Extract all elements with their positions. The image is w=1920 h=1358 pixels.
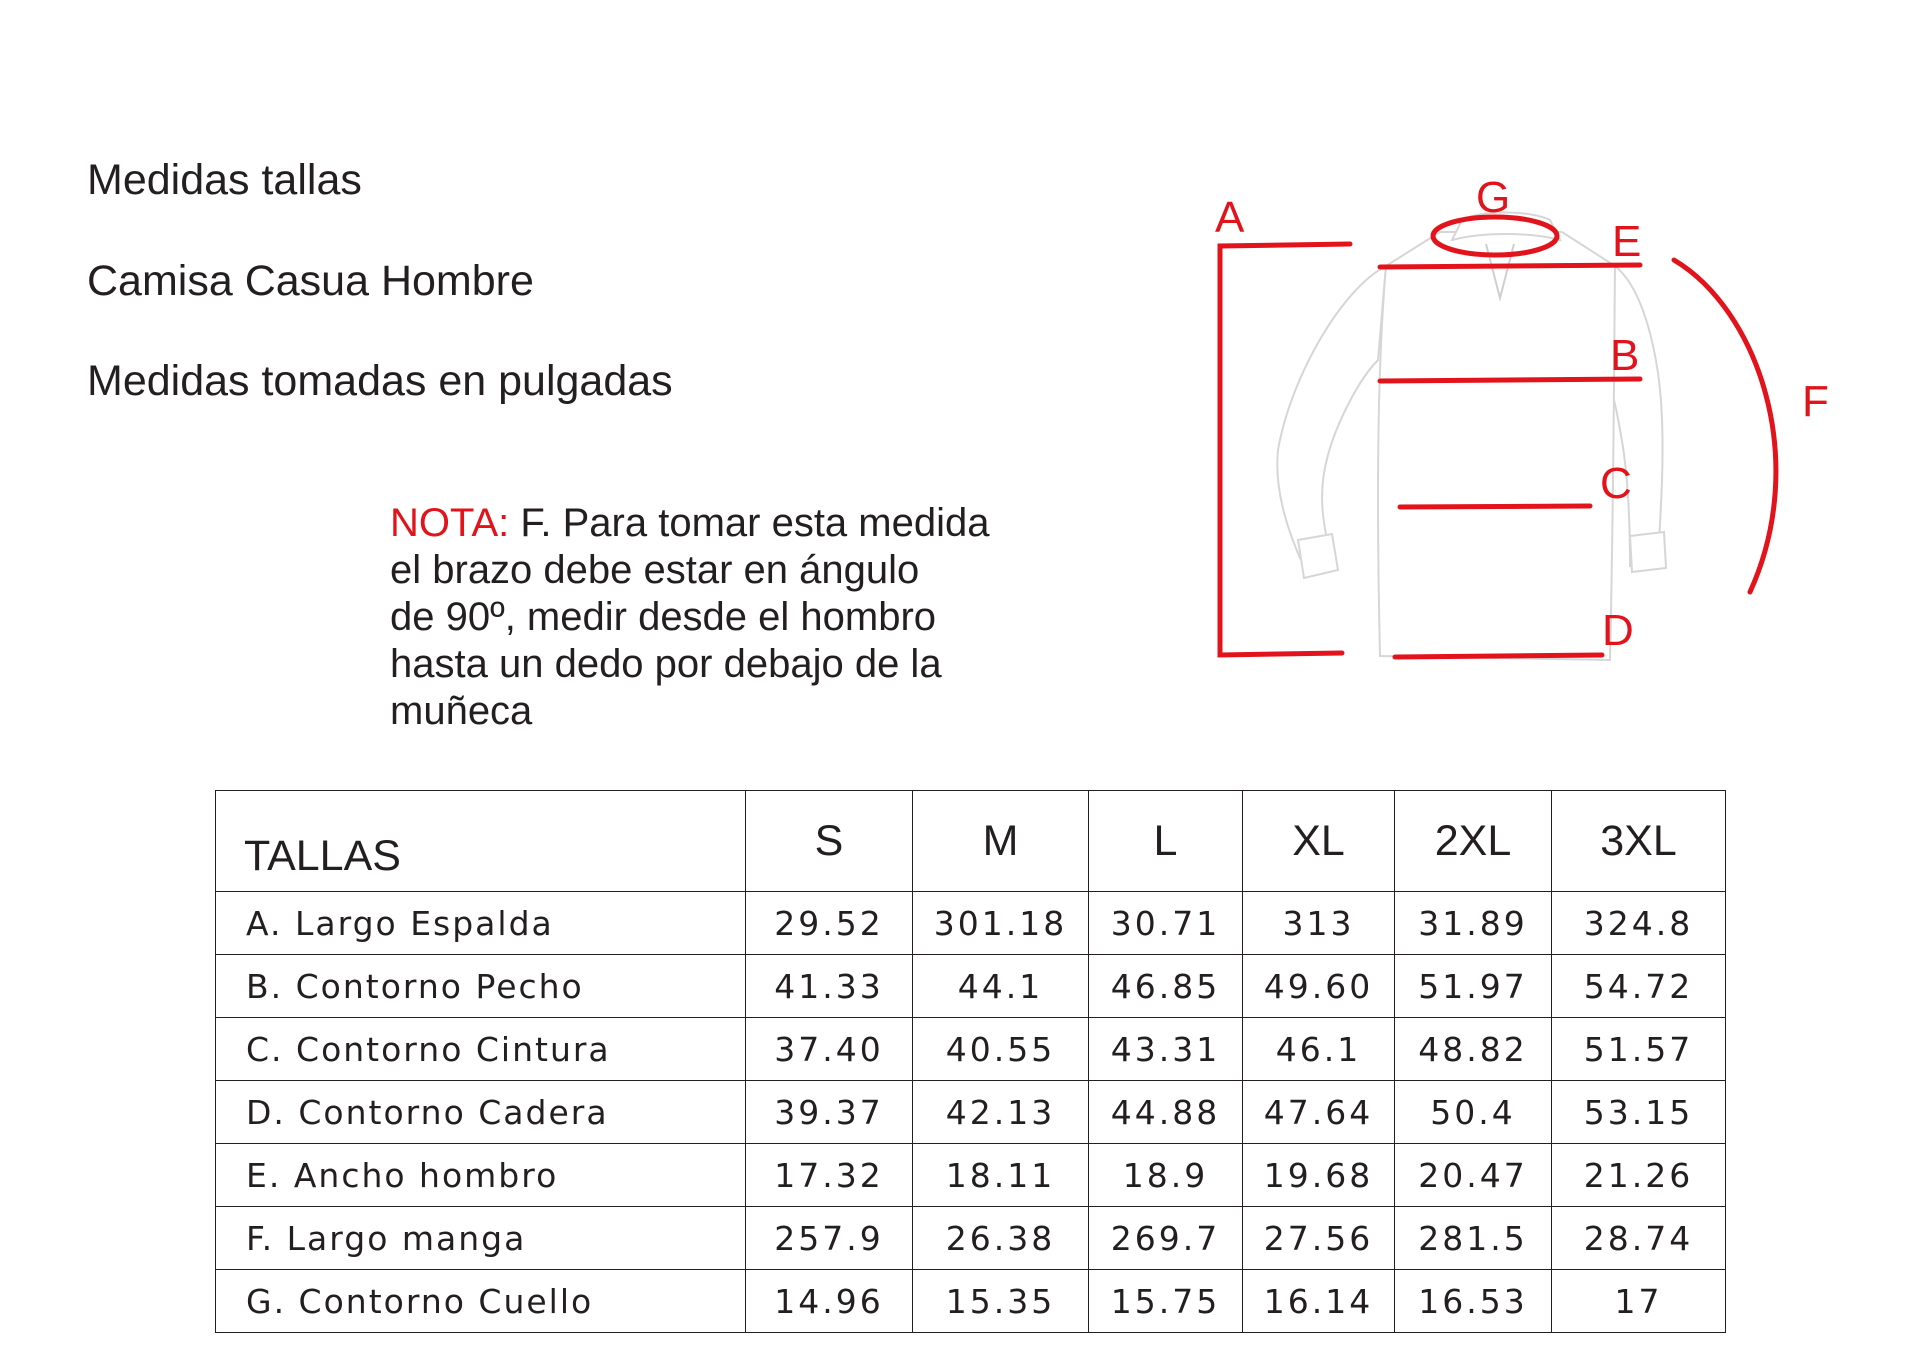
table-cell: 14.96	[746, 1270, 913, 1333]
table-cell: 324.8	[1552, 892, 1726, 955]
table-cell: 37.40	[746, 1018, 913, 1081]
measure-d-line	[1395, 655, 1602, 657]
table-row	[216, 1144, 1726, 1207]
label-f: F	[1802, 377, 1829, 426]
table-cell: 257.9	[746, 1207, 913, 1270]
table-row	[216, 1018, 1726, 1081]
table-cell: 301.18	[913, 892, 1089, 955]
row-label: G. Contorno Cuello	[216, 1270, 746, 1333]
table-header-row	[216, 791, 1726, 892]
left-cuff	[1298, 534, 1338, 578]
table-cell: 21.26	[1552, 1144, 1726, 1207]
label-d: D	[1602, 606, 1634, 655]
table-row	[216, 1081, 1726, 1144]
column-header-size: M	[913, 791, 1089, 892]
label-b: B	[1610, 331, 1640, 380]
label-e: E	[1612, 217, 1642, 266]
units-note: Medidas tomadas en pulgadas	[87, 357, 673, 405]
table-cell: 48.82	[1395, 1018, 1552, 1081]
shirt-illustration	[1277, 213, 1666, 661]
column-header-size: L	[1089, 791, 1243, 892]
table-cell: 54.72	[1552, 955, 1726, 1018]
shirt-measurement-diagram	[1190, 160, 1850, 680]
table-cell: 40.55	[913, 1018, 1089, 1081]
column-header-size: S	[746, 791, 913, 892]
measure-e-line	[1380, 265, 1640, 267]
column-header-size: 3XL	[1552, 791, 1726, 892]
table-cell: 15.35	[913, 1270, 1089, 1333]
note-label: NOTA:	[390, 501, 510, 545]
note-line-4: hasta un dedo por debajo de la	[390, 642, 942, 686]
row-label: E. Ancho hombro	[216, 1144, 746, 1207]
row-label: B. Contorno Pecho	[216, 955, 746, 1018]
column-header-size: 2XL	[1395, 791, 1552, 892]
table-cell: 44.88	[1089, 1081, 1243, 1144]
column-header-tallas: TALLAS	[216, 791, 746, 892]
table-cell: 53.15	[1552, 1081, 1726, 1144]
row-label: D. Contorno Cadera	[216, 1081, 746, 1144]
table-cell: 313	[1243, 892, 1395, 955]
label-a: A	[1215, 193, 1245, 242]
label-c: C	[1600, 459, 1632, 508]
table-cell: 17	[1552, 1270, 1726, 1333]
table-cell: 18.9	[1089, 1144, 1243, 1207]
table-cell: 31.89	[1395, 892, 1552, 955]
page-title: Medidas tallas	[87, 156, 362, 204]
shirt-body	[1378, 232, 1615, 660]
table-cell: 19.68	[1243, 1144, 1395, 1207]
table-cell: 44.1	[913, 955, 1089, 1018]
table-cell: 281.5	[1395, 1207, 1552, 1270]
table-cell: 50.4	[1395, 1081, 1552, 1144]
table-cell: 43.31	[1089, 1018, 1243, 1081]
table-cell: 49.60	[1243, 955, 1395, 1018]
size-chart-table	[215, 790, 1726, 1333]
measure-b-line	[1380, 379, 1640, 381]
left-sleeve	[1277, 266, 1386, 558]
table-cell: 29.52	[746, 892, 913, 955]
table-cell: 41.33	[746, 955, 913, 1018]
note-line-1: NOTA: F. Para tomar esta medida	[390, 501, 990, 545]
table-cell: 46.1	[1243, 1018, 1395, 1081]
table-cell: 17.32	[746, 1144, 913, 1207]
table-cell: 51.57	[1552, 1018, 1726, 1081]
table-row	[216, 1270, 1726, 1333]
table-cell: 30.71	[1089, 892, 1243, 955]
table-cell: 16.14	[1243, 1270, 1395, 1333]
note-line-3: de 90º, medir desde el hombro	[390, 595, 937, 639]
table-cell: 18.11	[913, 1144, 1089, 1207]
row-label: A. Largo Espalda	[216, 892, 746, 955]
table-cell: 27.56	[1243, 1207, 1395, 1270]
measurement-note	[390, 500, 1040, 735]
table-row	[216, 1207, 1726, 1270]
table-cell: 16.53	[1395, 1270, 1552, 1333]
table-cell: 47.64	[1243, 1081, 1395, 1144]
table-cell: 20.47	[1395, 1144, 1552, 1207]
table-cell: 28.74	[1552, 1207, 1726, 1270]
table-cell: 269.7	[1089, 1207, 1243, 1270]
note-line-5: muñeca	[390, 689, 533, 733]
table-cell: 46.85	[1089, 955, 1243, 1018]
row-label: C. Contorno Cintura	[216, 1018, 746, 1081]
table-cell: 26.38	[913, 1207, 1089, 1270]
table-cell: 51.97	[1395, 955, 1552, 1018]
column-header-size: XL	[1243, 791, 1395, 892]
table-cell: 42.13	[913, 1081, 1089, 1144]
label-g: G	[1476, 173, 1511, 222]
note-line-2: el brazo debe estar en ángulo	[390, 548, 920, 592]
measure-f-line	[1674, 260, 1776, 592]
table-cell: 39.37	[746, 1081, 913, 1144]
product-name: Camisa Casua Hombre	[87, 257, 534, 305]
table-row	[216, 955, 1726, 1018]
table-cell: 15.75	[1089, 1270, 1243, 1333]
measure-c-line	[1400, 506, 1590, 507]
right-cuff	[1630, 532, 1666, 572]
row-label: F. Largo manga	[216, 1207, 746, 1270]
table-row	[216, 892, 1726, 955]
